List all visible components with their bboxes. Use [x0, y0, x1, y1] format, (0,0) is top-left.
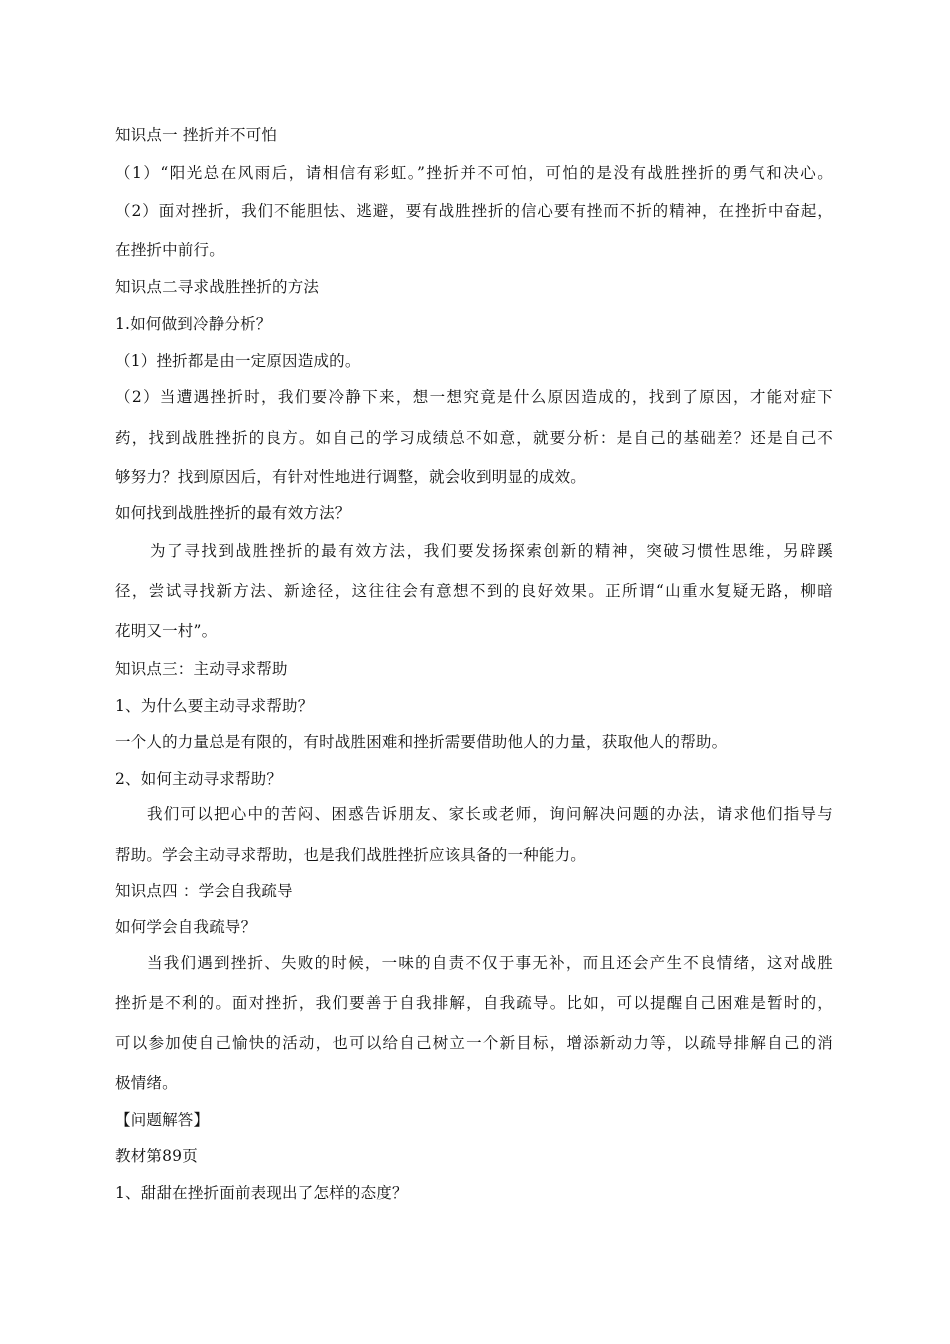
question-heading: 2、如何主动寻求帮助？ [115, 770, 283, 788]
paragraph-line: 帮助。学会主动寻求帮助，也是我们战胜挫折应该具备的一种能力。 [115, 846, 587, 864]
paragraph-line: 花明又一村”。 [115, 622, 218, 640]
answer-section-heading: 【问题解答】 [115, 1111, 210, 1129]
question-heading: 1、甜甜在挫折面前表现出了怎样的态度？ [115, 1184, 408, 1202]
paragraph-line: 当我们遇到挫折、失败的时候，一味的自责不仅于事无补，而且还会产生不良情绪，这对战胜 [147, 954, 833, 972]
question-heading: 1.如何做到冷静分析？ [115, 315, 272, 333]
question-heading: 1、为什么要主动寻求帮助？ [115, 697, 314, 715]
section-heading-3: 知识点三：主动寻求帮助 [115, 660, 288, 678]
paragraph-line: 为了寻找到战胜挫折的最有效方法，我们要发扬探索创新的精神，突破习惯性思维，另辟蹊 [150, 542, 833, 560]
paragraph-line: （1）挫折都是由一定原因造成的。 [115, 352, 361, 370]
section-heading-4: 知识点四 ：学会自我疏导 [115, 882, 293, 900]
paragraph-line: 极情绪。 [115, 1074, 178, 1092]
paragraph-line: 在挫折中前行。 [115, 241, 225, 259]
paragraph-line: （2）当遭遇挫折时，我们要冷静下来，想一想究竟是什么原因造成的，找到了原因，才能对症下 [115, 388, 833, 406]
question-heading: 如何找到战胜挫折的最有效方法？ [115, 504, 351, 522]
section-heading-2: 知识点二寻求战胜挫折的方法 [115, 278, 320, 296]
paragraph-line: 我们可以把心中的苦闷、困惑告诉朋友、家长或老师，询问解决问题的办法，请求他们指导与 [147, 805, 833, 823]
paragraph-line: 可以参加使自己愉快的活动，也可以给自己树立一个新目标，增添新动力等，以疏导排解自己的消 [115, 1034, 833, 1052]
paragraph-line: （2）面对挫折，我们不能胆怯、逃避，要有战胜挫折的信心要有挫而不折的精神，在挫折中奋起， [115, 202, 833, 220]
textbook-page-ref: 教材第89页 [115, 1147, 198, 1165]
paragraph-line: 一个人的力量总是有限的，有时战胜困难和挫折需要借助他人的力量，获取他人的帮助。 [115, 733, 728, 751]
paragraph-line: （1）“阳光总在风雨后，请相信有彩虹。”挫折并不可怕，可怕的是没有战胜挫折的勇气和决心。 [115, 164, 833, 182]
section-heading-1: 知识点一 挫折并不可怕 [115, 126, 278, 144]
paragraph-line: 径，尝试寻找新方法、新途径，这往往会有意想不到的良好效果。正所谓“山重水复疑无路，柳暗 [115, 582, 833, 600]
question-heading: 如何学会自我疏导？ [115, 918, 257, 936]
paragraph-line: 够努力？找到原因后，有针对性地进行调整，就会收到明显的成效。 [115, 468, 587, 486]
paragraph-line: 挫折是不利的。面对挫折，我们要善于自我排解，自我疏导。比如，可以提醒自己困难是暂时的， [115, 994, 833, 1012]
paragraph-line: 药，找到战胜挫折的良方。如自己的学习成绩总不如意，就要分析：是自己的基础差？还是自己不 [115, 429, 833, 447]
